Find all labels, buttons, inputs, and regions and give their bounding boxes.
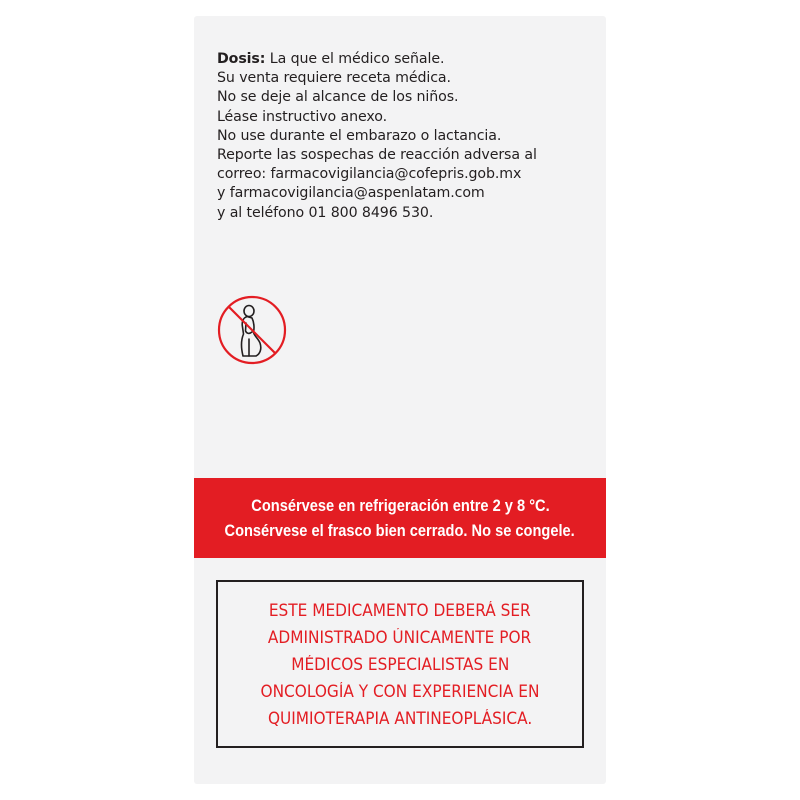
info-line-email-cofepris: correo: farmacovigilancia@cofepris.gob.mx: [217, 166, 522, 183]
notice-line-2: ADMINISTRADO ÚNICAMENTE POR: [268, 627, 532, 647]
storage-instructions-banner: [194, 478, 606, 558]
info-line-prescription: Su venta requiere receta médica.: [217, 70, 451, 87]
info-line-phone: y al teléfono 01 800 8496 530.: [217, 204, 434, 221]
info-line-instructions: Léase instructivo anexo.: [217, 108, 387, 125]
notice-line-3: MÉDICOS ESPECIALISTAS EN: [290, 654, 510, 674]
dosage-info: [217, 50, 597, 223]
storage-line-refrigeration: Consérvese en refrigeración entre 2 y 8 °C.: [250, 496, 550, 515]
notice-line-1: ESTE MEDICAMENTO DEBERÁ SER: [269, 600, 531, 620]
package-panel: [194, 16, 606, 784]
dosage-label: Dosis:: [217, 51, 266, 67]
no-pregnancy-icon: [216, 294, 288, 366]
notice-line-4: ONCOLOGÍA Y CON EXPERIENCIA EN: [260, 681, 540, 701]
storage-line-closed: Consérvese el frasco bien cerrado. No se congele.: [224, 521, 576, 540]
notice-line-5: QUIMIOTERAPIA ANTINEOPLÁSICA.: [267, 708, 533, 728]
dosage-line: [217, 50, 597, 69]
info-line-pregnancy: No use durante el embarazo o lactancia.: [217, 127, 502, 144]
info-line-children: No se deje al alcance de los niños.: [217, 89, 459, 106]
info-line-email-aspen: y farmacovigilancia@aspenlatam.com: [217, 185, 485, 202]
info-line-report: Reporte las sospechas de reacción adversa al: [217, 147, 537, 164]
specialist-notice-box: [216, 580, 584, 748]
dosage-value: La que el médico señale.: [265, 51, 445, 67]
